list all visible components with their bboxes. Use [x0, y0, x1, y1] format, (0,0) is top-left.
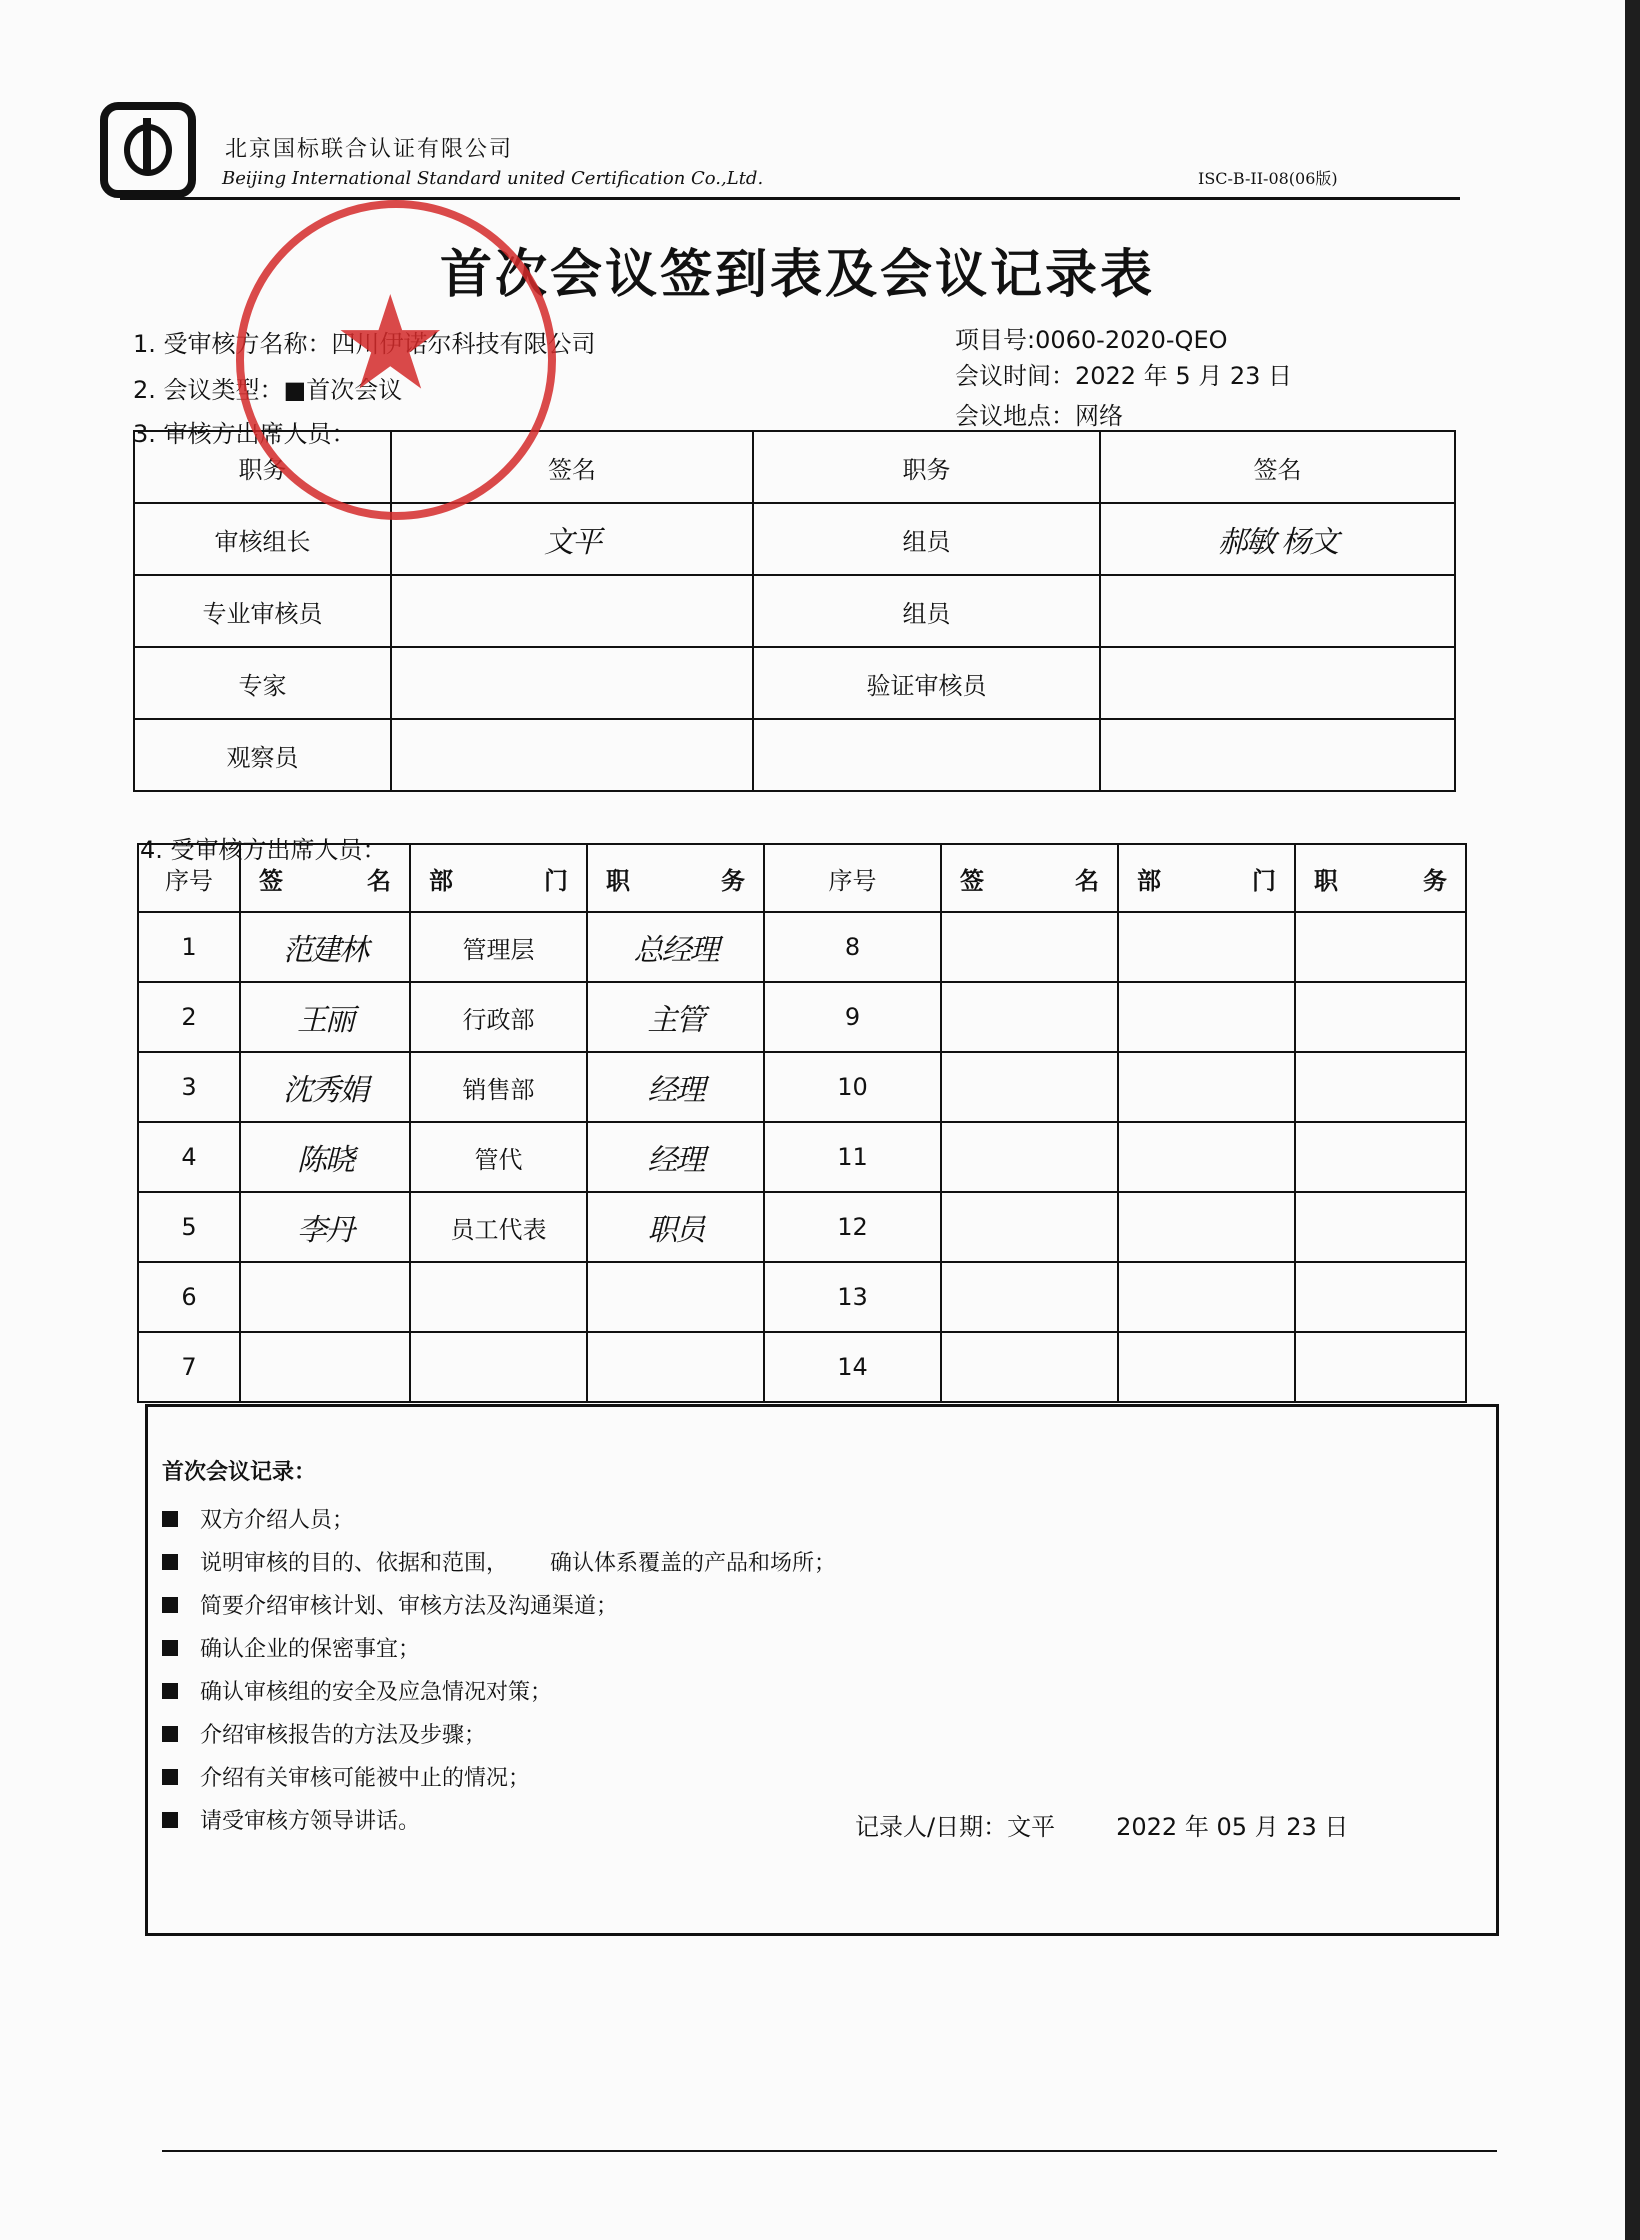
auditee-attendance-table — [137, 843, 1467, 1403]
department-cell — [410, 1262, 587, 1332]
row-number: 11 — [764, 1122, 941, 1192]
note-text: 说明审核的目的、依据和范围， 确认体系覆盖的产品和场所； — [200, 1551, 836, 1576]
header-no: 序号 — [138, 844, 240, 912]
department-cell — [1118, 912, 1295, 982]
signature-cell — [1100, 575, 1455, 647]
square-bullet-icon — [162, 1597, 178, 1613]
recorder-date: 记录人/日期：文平 2022 年 05 月 23 日 — [855, 1813, 1349, 1841]
signature-cell — [941, 1262, 1118, 1332]
title-cell — [587, 1332, 764, 1402]
signature-cell: 陈晓 — [240, 1122, 410, 1192]
list-item — [162, 1669, 836, 1712]
role-cell: 验证审核员 — [753, 647, 1100, 719]
org-name-cn: 北京国标联合认证有限公司 — [225, 137, 514, 162]
title-cell: 职员 — [587, 1192, 764, 1262]
meeting-place: 会议地点：网络 — [955, 402, 1123, 430]
role-cell: 组员 — [753, 503, 1100, 575]
note-text: 双方介绍人员； — [200, 1508, 355, 1533]
department-cell: 管代 — [410, 1122, 587, 1192]
table-row — [134, 647, 1455, 719]
notes-title: 首次会议记录： — [162, 1460, 317, 1485]
note-text: 简要介绍审核计划、审核方法及沟通渠道； — [200, 1594, 619, 1619]
signature-cell — [941, 1122, 1118, 1192]
list-item — [162, 1583, 836, 1626]
department-cell — [1118, 1122, 1295, 1192]
row-number: 13 — [764, 1262, 941, 1332]
header-signature: 签名 — [1100, 431, 1455, 503]
header-signature — [240, 844, 410, 912]
header-title — [1295, 844, 1466, 912]
header-text: 务 — [1423, 866, 1447, 895]
note-text: 介绍有关审核可能被中止的情况； — [200, 1766, 531, 1791]
title-cell: 主管 — [587, 982, 764, 1052]
signature-cell — [240, 1332, 410, 1402]
square-bullet-icon — [162, 1554, 178, 1570]
square-bullet-icon — [162, 1683, 178, 1699]
header-text: 部 — [1137, 866, 1161, 895]
header-text: 职 — [606, 866, 630, 895]
row-number: 4 — [138, 1122, 240, 1192]
auditee-attendees-label: 4. 受审核方出席人员： — [140, 836, 387, 864]
title-cell — [1295, 912, 1466, 982]
table-row — [134, 503, 1455, 575]
header-title — [587, 844, 764, 912]
signature-cell — [941, 1332, 1118, 1402]
department-cell — [410, 1332, 587, 1402]
square-bullet-icon — [162, 1726, 178, 1742]
table-row — [138, 912, 1466, 982]
square-bullet-icon — [162, 1511, 178, 1527]
square-bullet-icon — [162, 1769, 178, 1785]
row-number: 14 — [764, 1332, 941, 1402]
project-number: 项目号:0060-2020-QEO — [955, 326, 1228, 354]
row-number: 3 — [138, 1052, 240, 1122]
role-cell: 专业审核员 — [134, 575, 391, 647]
department-cell: 销售部 — [410, 1052, 587, 1122]
table-row — [138, 982, 1466, 1052]
row-number: 7 — [138, 1332, 240, 1402]
table-row — [138, 1332, 1466, 1402]
signature-cell — [240, 1262, 410, 1332]
table-row — [138, 1052, 1466, 1122]
signature-cell — [1100, 647, 1455, 719]
header-text: 职 — [1314, 866, 1338, 895]
department-cell: 管理层 — [410, 912, 587, 982]
signature-cell: 沈秀娟 — [240, 1052, 410, 1122]
table-row — [134, 719, 1455, 791]
footer-divider — [162, 2150, 1497, 2152]
meeting-type: 2. 会议类型：■首次会议 — [133, 376, 403, 404]
list-item — [162, 1755, 836, 1798]
title-cell — [1295, 1192, 1466, 1262]
meeting-time: 会议时间：2022 年 5 月 23 日 — [955, 362, 1293, 390]
table-row — [138, 1192, 1466, 1262]
signature-cell — [941, 1192, 1118, 1262]
header-text: 名 — [1075, 866, 1099, 895]
seal-star-icon: ★ — [332, 267, 449, 419]
row-number: 12 — [764, 1192, 941, 1262]
header-department — [1118, 844, 1295, 912]
square-bullet-icon — [162, 1640, 178, 1656]
header-department — [410, 844, 587, 912]
role-cell: 审核组长 — [134, 503, 391, 575]
note-text: 确认审核组的安全及应急情况对策； — [200, 1680, 553, 1705]
row-number: 5 — [138, 1192, 240, 1262]
row-number: 2 — [138, 982, 240, 1052]
list-item — [162, 1540, 836, 1583]
list-item — [162, 1497, 836, 1540]
department-cell — [1118, 982, 1295, 1052]
signature-cell: 范建林 — [240, 912, 410, 982]
logo-bar — [143, 118, 151, 170]
row-number: 6 — [138, 1262, 240, 1332]
department-cell — [1118, 1262, 1295, 1332]
role-cell — [753, 719, 1100, 791]
scan-edge — [1625, 0, 1640, 2240]
square-bullet-icon — [162, 1812, 178, 1828]
notes-list — [162, 1497, 836, 1841]
row-number: 8 — [764, 912, 941, 982]
department-cell — [1118, 1052, 1295, 1122]
auditee-name: 1. 受审核方名称：四川伊诺尔科技有限公司 — [133, 330, 596, 358]
signature-cell — [941, 912, 1118, 982]
signature-cell — [391, 647, 753, 719]
title-cell — [1295, 1122, 1466, 1192]
title-cell: 总经理 — [587, 912, 764, 982]
signature-cell — [391, 575, 753, 647]
title-cell — [1295, 1332, 1466, 1402]
company-logo — [100, 102, 196, 198]
title-cell: 经理 — [587, 1052, 764, 1122]
table-header-row — [138, 844, 1466, 912]
title-cell — [1295, 1262, 1466, 1332]
list-item — [162, 1798, 836, 1841]
row-number: 9 — [764, 982, 941, 1052]
auditor-attendees-label: 3. 审核方出席人员： — [133, 420, 356, 448]
department-cell: 行政部 — [410, 982, 587, 1052]
signature-cell: 文平 — [391, 503, 753, 575]
note-text: 请受审核方领导讲话。 — [200, 1809, 421, 1834]
role-cell: 组员 — [753, 575, 1100, 647]
department-cell: 员工代表 — [410, 1192, 587, 1262]
org-name-en: Beijing International Standard united Certification Co.,Ltd. — [222, 168, 764, 189]
signature-cell: 郝敏 杨文 — [1100, 503, 1455, 575]
role-cell: 观察员 — [134, 719, 391, 791]
role-cell: 专家 — [134, 647, 391, 719]
header-text: 签 — [960, 866, 984, 895]
header-text: 门 — [1252, 866, 1276, 895]
note-text: 确认企业的保密事宜； — [200, 1637, 421, 1662]
signature-cell — [391, 719, 753, 791]
header-text: 门 — [544, 866, 568, 895]
signature-cell — [941, 982, 1118, 1052]
red-official-seal — [236, 200, 556, 520]
row-number: 10 — [764, 1052, 941, 1122]
table-row — [138, 1262, 1466, 1332]
header-signature — [941, 844, 1118, 912]
form-code: ISC-B-II-08(06版) — [1198, 169, 1338, 188]
table-row — [138, 1122, 1466, 1192]
list-item — [162, 1712, 836, 1755]
title-cell: 经理 — [587, 1122, 764, 1192]
header-role: 职务 — [753, 431, 1100, 503]
signature-cell — [1100, 719, 1455, 791]
meeting-notes-box — [145, 1404, 1499, 1936]
list-item — [162, 1626, 836, 1669]
header-divider — [120, 197, 1460, 200]
header-role: 职务 — [134, 431, 391, 503]
title-cell — [1295, 1052, 1466, 1122]
title-cell — [587, 1262, 764, 1332]
department-cell — [1118, 1192, 1295, 1262]
signature-cell: 王丽 — [240, 982, 410, 1052]
header-text: 务 — [721, 866, 745, 895]
table-row — [134, 575, 1455, 647]
signature-cell: 李丹 — [240, 1192, 410, 1262]
header-signature: 签名 — [391, 431, 753, 503]
note-text: 介绍审核报告的方法及步骤； — [200, 1723, 487, 1748]
title-cell — [1295, 982, 1466, 1052]
department-cell — [1118, 1332, 1295, 1402]
row-number: 1 — [138, 912, 240, 982]
header-text: 签 — [259, 866, 283, 895]
header-text: 部 — [429, 866, 453, 895]
header-no: 序号 — [764, 844, 941, 912]
header-text: 名 — [367, 866, 391, 895]
signature-cell — [941, 1052, 1118, 1122]
page-title: 首次会议签到表及会议记录表 — [440, 244, 1156, 305]
